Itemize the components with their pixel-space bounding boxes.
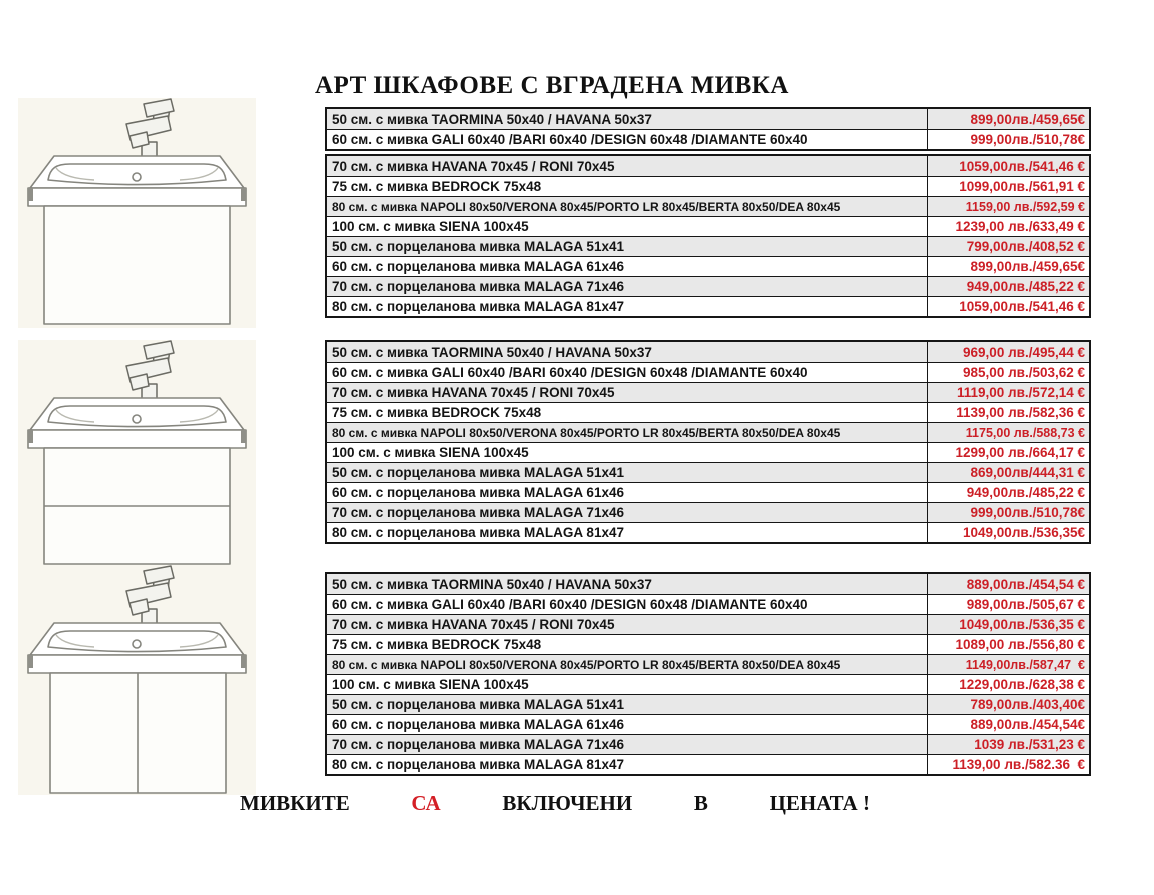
table-row bbox=[327, 236, 1089, 256]
vanity-drawing-two-drawers bbox=[18, 340, 256, 570]
product-description: 50 см. с порцеланова мивка MALAGA 51x41 bbox=[327, 463, 928, 482]
price-table-3 bbox=[325, 572, 1091, 776]
price-value: 869,00лв/444,31 € bbox=[970, 465, 1085, 480]
product-description: 75 см. с мивка BEDROCK 75x48 bbox=[327, 635, 928, 654]
product-description: 50 см. с мивка TAORMINA 50x40 / HAVANA 50x37 bbox=[327, 342, 928, 362]
table-row bbox=[327, 714, 1089, 734]
price-value: 1059,00лв./541,46 € bbox=[959, 158, 1085, 174]
price-value: 949,00лв./485,22 € bbox=[966, 279, 1085, 294]
price-table-2 bbox=[325, 340, 1091, 544]
price-value: 999,00лв./510,78€ bbox=[970, 132, 1085, 147]
cabinet-body-icon bbox=[50, 673, 226, 793]
price-value: 1239,00 лв./633,49 € bbox=[955, 219, 1085, 234]
cabinet-body-icon bbox=[44, 448, 230, 564]
cabinet-body-icon bbox=[44, 206, 230, 324]
product-description: 50 см. с мивка TAORMINA 50x40 / HAVANA 50x37 bbox=[327, 109, 928, 129]
table-row bbox=[327, 694, 1089, 714]
table-row bbox=[327, 614, 1089, 634]
product-description: 80 см. с порцеланова мивка MALAGA 81x47 bbox=[327, 755, 928, 774]
price-value: 999,00лв./510,78€ bbox=[970, 505, 1085, 520]
table-section bbox=[325, 572, 1091, 776]
price-value: 949,00лв./485,22 € bbox=[966, 485, 1085, 500]
table-row bbox=[327, 462, 1089, 482]
table-row bbox=[327, 574, 1089, 594]
table-row bbox=[327, 482, 1089, 502]
product-description: 75 см. с мивка BEDROCK 75x48 bbox=[327, 403, 928, 422]
product-description: 80 см. с мивка NAPOLI 80x50/VERONA 80x45/PORTO LR 80x45/BERTA 80x50/DEA 80x45 bbox=[327, 197, 928, 216]
price-value: 1159,00 лв./592,59 € bbox=[965, 199, 1085, 214]
product-description: 70 см. с мивка HAVANA 70x45 / RONI 70x45 bbox=[327, 383, 928, 402]
product-description: 100 см. с мивка SIENA 100x45 bbox=[327, 443, 928, 462]
product-description: 50 см. с мивка TAORMINA 50x40 / HAVANA 50x37 bbox=[327, 574, 928, 594]
product-description: 75 см. с мивка BEDROCK 75x48 bbox=[327, 177, 928, 196]
product-description: 80 см. с порцеланова мивка MALAGA 81x47 bbox=[327, 297, 928, 316]
price-value: 889,00лв./454,54 € bbox=[966, 576, 1085, 592]
product-description: 70 см. с мивка HAVANA 70x45 / RONI 70x45 bbox=[327, 156, 928, 176]
price-value: 789,00лв./403,40€ bbox=[970, 697, 1085, 712]
price-value: 1099,00лв./561,91 € bbox=[959, 179, 1085, 194]
product-description: 70 см. с порцеланова мивка MALAGA 71x46 bbox=[327, 503, 928, 522]
table-row bbox=[327, 129, 1089, 149]
vanity-drawing-two-doors bbox=[18, 565, 256, 795]
footer-word: ВКЛЮЧЕНИ bbox=[502, 791, 633, 815]
product-description: 60 см. с порцеланова мивка MALAGA 61x46 bbox=[327, 483, 928, 502]
product-description: 80 см. с порцеланова мивка MALAGA 81x47 bbox=[327, 523, 928, 542]
product-description: 60 см. с мивка GALI 60x40 /BARI 60x40 /DESIGN 60x48 /DIAMANTE 60x40 bbox=[327, 595, 928, 614]
table-row bbox=[327, 422, 1089, 442]
product-description: 50 см. с порцеланова мивка MALAGA 51x41 bbox=[327, 237, 928, 256]
product-description: 60 см. с порцеланова мивка MALAGA 61x46 bbox=[327, 715, 928, 734]
table-row bbox=[327, 296, 1089, 316]
product-description: 70 см. с мивка HAVANA 70x45 / RONI 70x45 bbox=[327, 615, 928, 634]
footer-statement bbox=[240, 791, 870, 816]
product-description: 60 см. с мивка GALI 60x40 /BARI 60x40 /DESIGN 60x48 /DIAMANTE 60x40 bbox=[327, 130, 928, 149]
price-value: 1089,00 лв./556,80 € bbox=[955, 637, 1085, 652]
product-description: 100 см. с мивка SIENA 100x45 bbox=[327, 675, 928, 694]
table-section bbox=[325, 107, 1091, 151]
footer-word: МИВКИТЕ bbox=[240, 791, 350, 815]
table-row bbox=[327, 654, 1089, 674]
price-value: 1049,00лв./536,35€ bbox=[963, 525, 1085, 540]
table-row bbox=[327, 362, 1089, 382]
table-row bbox=[327, 594, 1089, 614]
bathroom-vanity-icon bbox=[18, 565, 256, 795]
footer-word: В bbox=[693, 791, 708, 815]
table-row bbox=[327, 342, 1089, 362]
table-row bbox=[327, 276, 1089, 296]
footer-word: ЦЕНАТА ! bbox=[769, 791, 870, 815]
price-value: 899,00лв./459,65€ bbox=[970, 259, 1085, 274]
product-description: 100 см. с мивка SIENA 100x45 bbox=[327, 217, 928, 236]
product-description: 60 см. с мивка GALI 60x40 /BARI 60x40 /DESIGN 60x48 /DIAMANTE 60x40 bbox=[327, 363, 928, 382]
table-row bbox=[327, 256, 1089, 276]
table-row bbox=[327, 156, 1089, 176]
bathroom-vanity-icon bbox=[18, 98, 256, 328]
table-section bbox=[325, 340, 1091, 544]
footer-word-highlight: СА bbox=[411, 791, 441, 815]
price-value: 1149,00лв./587,47 € bbox=[965, 657, 1085, 672]
table-row bbox=[327, 442, 1089, 462]
product-description: 60 см. с порцеланова мивка MALAGA 61x46 bbox=[327, 257, 928, 276]
table-row bbox=[327, 674, 1089, 694]
table-row bbox=[327, 502, 1089, 522]
price-table-1 bbox=[325, 107, 1091, 318]
price-value: 969,00 лв./495,44 € bbox=[963, 344, 1085, 360]
product-description: 80 см. с мивка NAPOLI 80x50/VERONA 80x45/PORTO LR 80x45/BERTA 80x50/DEA 80x45 bbox=[327, 423, 928, 442]
price-value: 1059,00лв./541,46 € bbox=[959, 299, 1085, 314]
table-row bbox=[327, 216, 1089, 236]
product-description: 50 см. с порцеланова мивка MALAGA 51x41 bbox=[327, 695, 928, 714]
table-row bbox=[327, 754, 1089, 774]
price-value: 1139,00 лв./582,36 € bbox=[956, 405, 1085, 420]
price-value: 889,00лв./454,54€ bbox=[970, 717, 1085, 732]
price-value: 1039 лв./531,23 € bbox=[974, 737, 1085, 752]
table-row bbox=[327, 176, 1089, 196]
price-value: 989,00лв./505,67 € bbox=[966, 597, 1085, 612]
table-row bbox=[327, 734, 1089, 754]
product-description: 70 см. с порцеланова мивка MALAGA 71x46 bbox=[327, 735, 928, 754]
table-row bbox=[327, 382, 1089, 402]
price-value: 1229,00лв./628,38 € bbox=[959, 677, 1085, 692]
table-section bbox=[325, 154, 1091, 318]
price-value: 1299,00 лв./664,17 € bbox=[955, 445, 1085, 460]
price-value: 899,00лв./459,65€ bbox=[970, 111, 1085, 127]
sink-top-icon bbox=[28, 398, 246, 448]
price-value: 1139,00 лв./582.36 € bbox=[952, 757, 1085, 772]
vanity-drawing-single-front bbox=[18, 98, 256, 328]
bathroom-vanity-icon bbox=[18, 340, 256, 570]
table-row bbox=[327, 109, 1089, 129]
price-value: 985,00 лв./503,62 € bbox=[963, 365, 1085, 380]
table-row bbox=[327, 196, 1089, 216]
price-value: 799,00лв./408,52 € bbox=[966, 239, 1085, 254]
sink-top-icon bbox=[28, 156, 246, 206]
product-description: 80 см. с мивка NAPOLI 80x50/VERONA 80x45/PORTO LR 80x45/BERTA 80x50/DEA 80x45 bbox=[327, 655, 928, 674]
price-value: 1119,00 лв./572,14 € bbox=[957, 385, 1085, 400]
page-title: АРТ ШКАФОВЕ С ВГРАДЕНА МИВКА bbox=[315, 72, 789, 99]
table-row bbox=[327, 522, 1089, 542]
product-description: 70 см. с порцеланова мивка MALAGA 71x46 bbox=[327, 277, 928, 296]
price-value: 1175,00 лв./588,73 € bbox=[965, 425, 1085, 440]
table-row bbox=[327, 634, 1089, 654]
price-value: 1049,00лв./536,35 € bbox=[959, 617, 1085, 632]
sink-top-icon bbox=[28, 623, 246, 673]
table-row bbox=[327, 402, 1089, 422]
